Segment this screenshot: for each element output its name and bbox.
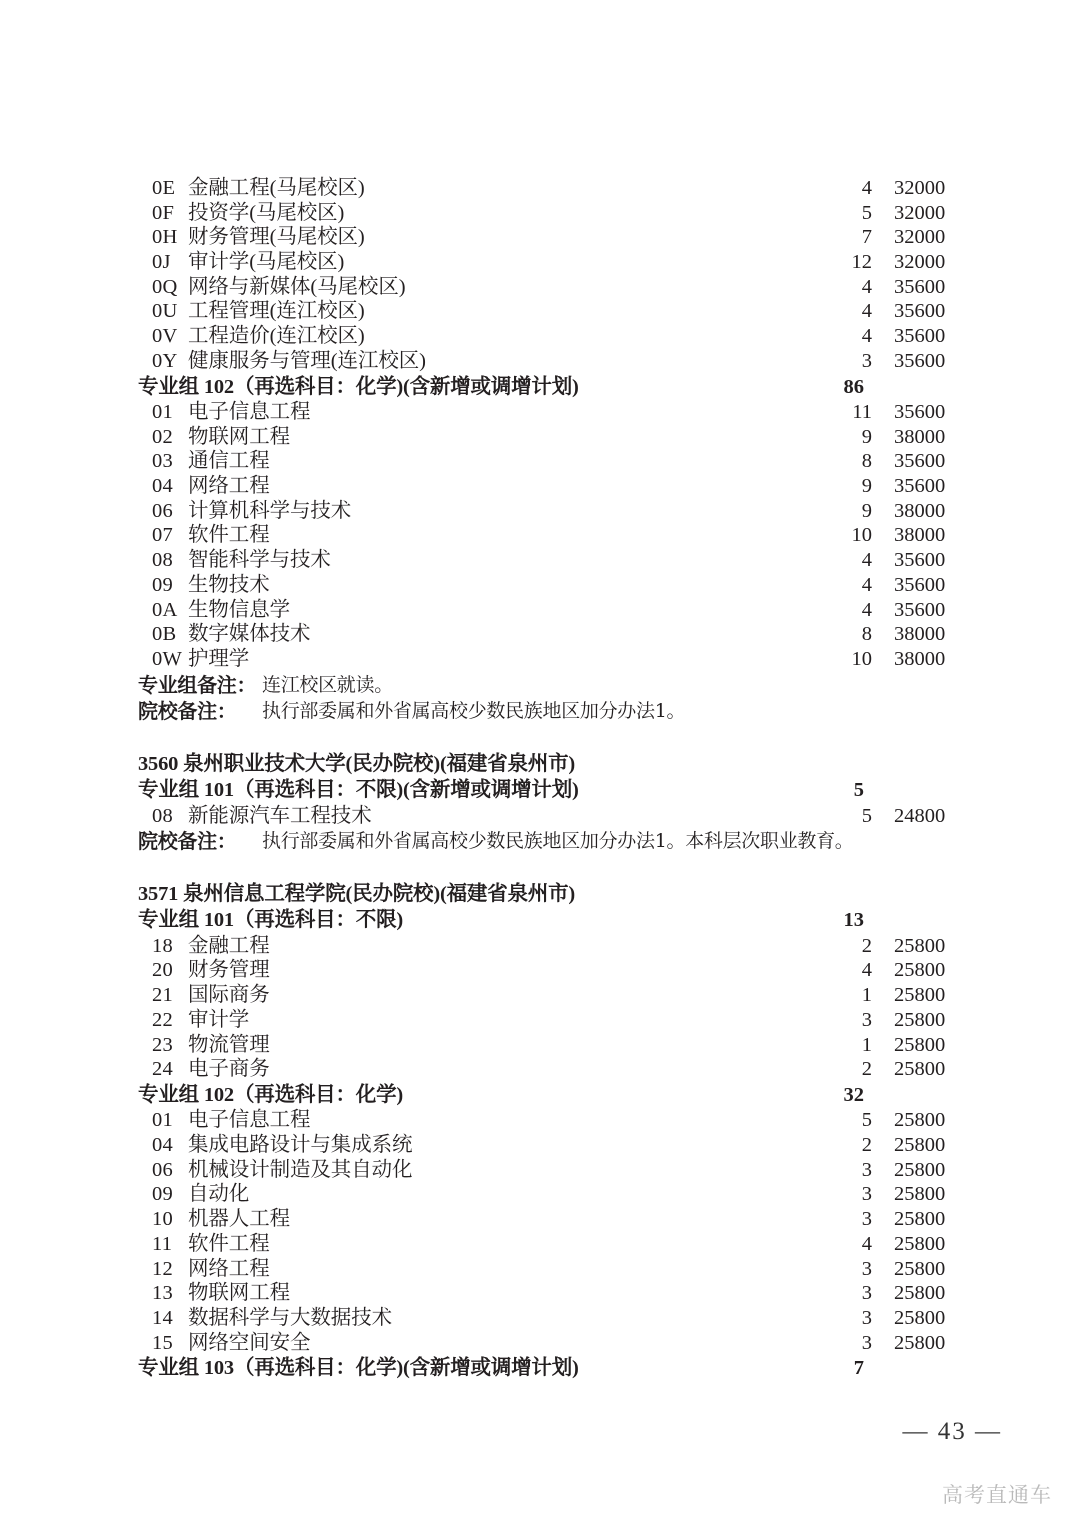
major-group-total: 32: [843, 1083, 864, 1106]
major-tuition-fee: 32000: [894, 251, 946, 274]
major-tuition-fee: 25800: [894, 1033, 946, 1056]
major-code: 0W: [152, 647, 182, 670]
major-tuition-fee: 35600: [894, 450, 946, 473]
major-code: 04: [152, 475, 173, 498]
school-header: [138, 881, 968, 908]
major-plan-count: 4: [861, 275, 872, 298]
major-plan-count: 4: [861, 959, 872, 982]
major-tuition-fee: 25800: [894, 1058, 946, 1081]
major-name: 网络工程: [188, 475, 270, 498]
major-plan-count: 8: [861, 450, 872, 473]
major-tuition-fee: 25800: [894, 1008, 946, 1031]
major-code: 14: [152, 1306, 173, 1329]
major-tuition-fee: 25800: [894, 1134, 946, 1157]
major-plan-count: 5: [861, 1109, 872, 1132]
major-tuition-fee: 25800: [894, 1257, 946, 1280]
major-row: [138, 225, 968, 250]
major-plan-count: 3: [861, 1008, 872, 1031]
major-tuition-fee: 38000: [894, 623, 946, 646]
major-row: [138, 1207, 968, 1232]
section-spacer: [138, 725, 968, 751]
major-plan-count: 9: [861, 425, 872, 448]
major-name: 财务管理: [188, 959, 270, 982]
major-code: 09: [152, 1183, 173, 1206]
major-code: 09: [152, 573, 173, 596]
remark-row: [138, 698, 968, 725]
major-name: 健康服务与管理(连江校区): [188, 349, 426, 372]
major-name: 财务管理(马尾校区): [188, 226, 365, 249]
major-code: 11: [152, 1232, 173, 1255]
major-plan-count: 4: [861, 598, 872, 621]
major-row: [138, 299, 968, 324]
major-name: 工程管理(连江校区): [188, 300, 365, 323]
major-name: 计算机科学与技术: [188, 499, 352, 522]
major-code: 0A: [152, 598, 178, 621]
major-name: 集成电路设计与集成系统: [188, 1134, 413, 1157]
major-tuition-fee: 35600: [894, 275, 946, 298]
major-plan-count: 4: [861, 549, 872, 572]
major-row: [138, 1133, 968, 1158]
major-tuition-fee: 32000: [894, 177, 946, 199]
major-row: [138, 983, 968, 1008]
major-group-header: [138, 1082, 968, 1109]
major-row: [138, 1182, 968, 1207]
remark-text: 执行部委属和外省属高校少数民族地区加分办法1。: [262, 700, 686, 723]
major-tuition-fee: 38000: [894, 499, 946, 522]
major-group-total: 13: [843, 909, 864, 932]
school-name: 3571 泉州信息工程学院(民办院校)(福建省泉州市): [138, 882, 576, 905]
major-plan-count: 7: [861, 226, 872, 249]
major-row: [138, 548, 968, 573]
major-plan-count: 9: [861, 475, 872, 498]
major-row: [138, 176, 968, 201]
major-name: 网络空间安全: [188, 1331, 311, 1354]
major-code: 0V: [152, 325, 178, 348]
major-name: 数据科学与大数据技术: [188, 1306, 392, 1329]
major-plan-count: 5: [861, 201, 872, 224]
major-name: 网络与新媒体(马尾校区): [188, 275, 406, 298]
major-name: 智能科学与技术: [188, 549, 331, 572]
major-row: [138, 622, 968, 647]
major-code: 04: [152, 1134, 173, 1157]
major-tuition-fee: 35600: [894, 573, 946, 596]
major-tuition-fee: 25800: [894, 1232, 946, 1255]
major-plan-count: 9: [861, 499, 872, 522]
major-tuition-fee: 25800: [894, 1208, 946, 1231]
page-number: — 43 —: [902, 1418, 1002, 1445]
major-name: 新能源汽车工程技术: [188, 804, 372, 827]
major-group-header: [138, 907, 968, 934]
major-row: [138, 523, 968, 548]
major-row: [138, 1257, 968, 1282]
major-code: 0Y: [152, 349, 178, 372]
major-plan-count: 1: [861, 984, 872, 1007]
major-name: 金融工程(马尾校区): [188, 177, 365, 199]
major-tuition-fee: 38000: [894, 524, 946, 547]
major-row: [138, 250, 968, 275]
major-tuition-fee: 38000: [894, 425, 946, 448]
major-tuition-fee: 25800: [894, 1183, 946, 1206]
major-row: [138, 1281, 968, 1306]
remark-row: [138, 672, 968, 699]
major-row: [138, 1232, 968, 1257]
major-code: 0E: [152, 177, 176, 199]
major-plan-count: 10: [851, 647, 872, 670]
major-group-label: 专业组 101（再选科目：不限): [138, 909, 404, 932]
major-row: [138, 324, 968, 349]
major-code: 13: [152, 1282, 173, 1305]
major-group-header: [138, 1355, 968, 1382]
major-name: 机器人工程: [188, 1208, 290, 1231]
major-code: 06: [152, 1158, 173, 1181]
major-tuition-fee: 35600: [894, 300, 946, 323]
major-group-label: 专业组 103（再选科目：化学)(含新增或调增计划): [138, 1357, 579, 1380]
major-plan-count: 8: [861, 623, 872, 646]
major-plan-count: 2: [861, 1134, 872, 1157]
major-tuition-fee: 25800: [894, 959, 946, 982]
major-tuition-fee: 24800: [894, 804, 946, 827]
major-tuition-fee: 32000: [894, 201, 946, 224]
major-tuition-fee: 35600: [894, 325, 946, 348]
major-tuition-fee: 25800: [894, 1282, 946, 1305]
major-plan-count: 4: [861, 325, 872, 348]
major-name: 投资学(马尾校区): [188, 201, 345, 224]
major-group-header: [138, 777, 968, 804]
major-tuition-fee: 25800: [894, 934, 946, 957]
major-name: 护理学: [188, 647, 250, 670]
major-tuition-fee: 25800: [894, 1306, 946, 1329]
major-tuition-fee: 32000: [894, 226, 946, 249]
major-code: 23: [152, 1033, 173, 1056]
major-group-label: 专业组 102（再选科目：化学): [138, 1083, 404, 1106]
major-name: 电子信息工程: [188, 401, 311, 423]
major-name: 机械设计制造及其自动化: [188, 1158, 413, 1181]
major-name: 电子信息工程: [188, 1109, 311, 1132]
major-code: 0U: [152, 300, 178, 323]
major-row: [138, 449, 968, 474]
major-row: [138, 1008, 968, 1033]
major-plan-count: 3: [861, 349, 872, 372]
major-row: [138, 425, 968, 450]
major-code: 03: [152, 450, 173, 473]
major-code: 21: [152, 984, 173, 1007]
major-row: [138, 1108, 968, 1133]
major-name: 生物信息学: [188, 598, 290, 621]
major-code: 01: [152, 1109, 173, 1132]
major-group-total: 5: [853, 779, 864, 802]
major-row: [138, 499, 968, 524]
major-tuition-fee: 35600: [894, 475, 946, 498]
major-name: 生物技术: [188, 573, 270, 596]
major-code: 0J: [152, 251, 171, 274]
section-spacer: [138, 855, 968, 881]
major-plan-count: 1: [861, 1033, 872, 1056]
major-row: [138, 201, 968, 226]
major-code: 01: [152, 401, 173, 423]
major-plan-count: 10: [851, 524, 872, 547]
major-plan-count: 2: [861, 934, 872, 957]
major-name: 物联网工程: [188, 1282, 290, 1305]
school-header: [138, 751, 968, 778]
major-tuition-fee: 35600: [894, 401, 946, 423]
major-tuition-fee: 35600: [894, 349, 946, 372]
major-code: 07: [152, 524, 173, 547]
major-plan-count: 4: [861, 177, 872, 199]
major-row: [138, 1331, 968, 1356]
major-row: [138, 1057, 968, 1082]
major-tuition-fee: 38000: [894, 647, 946, 670]
major-group-label: 专业组 101（再选科目：不限)(含新增或调增计划): [138, 779, 579, 802]
major-code: 24: [152, 1058, 173, 1081]
major-tuition-fee: 35600: [894, 598, 946, 621]
major-row: [138, 598, 968, 623]
major-name: 数字媒体技术: [188, 623, 311, 646]
major-plan-count: 3: [861, 1257, 872, 1280]
major-name: 通信工程: [188, 450, 270, 473]
major-tuition-fee: 25800: [894, 1331, 946, 1354]
major-plan-count: 3: [861, 1208, 872, 1231]
major-tuition-fee: 25800: [894, 1109, 946, 1132]
admission-plan-listing: [138, 176, 968, 1382]
major-code: 0B: [152, 623, 177, 646]
major-name: 国际商务: [188, 984, 270, 1007]
major-row: [138, 934, 968, 959]
major-plan-count: 3: [861, 1183, 872, 1206]
major-code: 0F: [152, 201, 175, 224]
major-plan-count: 3: [861, 1306, 872, 1329]
remark-row: [138, 828, 968, 855]
major-name: 审计学: [188, 1008, 250, 1031]
major-code: 12: [152, 1257, 173, 1280]
remark-text: 执行部委属和外省属高校少数民族地区加分办法1。本科层次职业教育。: [262, 830, 854, 853]
major-plan-count: 2: [861, 1058, 872, 1081]
major-row: [138, 349, 968, 374]
major-name: 电子商务: [188, 1058, 270, 1081]
major-code: 18: [152, 934, 173, 957]
major-group-total: 7: [853, 1357, 864, 1380]
remark-label: 院校备注：: [138, 699, 237, 724]
major-plan-count: 3: [861, 1282, 872, 1305]
major-code: 02: [152, 425, 173, 448]
major-row: [138, 1306, 968, 1331]
major-plan-count: 3: [861, 1331, 872, 1354]
major-name: 软件工程: [188, 1232, 270, 1255]
major-plan-count: 4: [861, 300, 872, 323]
major-plan-count: 4: [861, 573, 872, 596]
major-code: 0Q: [152, 275, 178, 298]
major-plan-count: 11: [852, 401, 872, 423]
major-name: 物流管理: [188, 1033, 270, 1056]
major-name: 物联网工程: [188, 425, 290, 448]
major-code: 08: [152, 549, 173, 572]
major-name: 自动化: [188, 1183, 250, 1206]
major-plan-count: 3: [861, 1158, 872, 1181]
major-row: [138, 647, 968, 672]
major-row: [138, 804, 968, 829]
major-name: 软件工程: [188, 524, 270, 547]
school-name: 3560 泉州职业技术大学(民办院校)(福建省泉州市): [138, 752, 576, 775]
major-group-label: 专业组 102（再选科目：化学)(含新增或调增计划): [138, 375, 579, 398]
major-row: [138, 1158, 968, 1183]
major-name: 审计学(马尾校区): [188, 251, 345, 274]
major-plan-count: 5: [861, 804, 872, 827]
major-code: 08: [152, 804, 173, 827]
major-row: [138, 474, 968, 499]
major-row: [138, 573, 968, 598]
major-code: 10: [152, 1208, 173, 1231]
major-group-header: [138, 374, 968, 401]
major-name: 工程造价(连江校区): [188, 325, 365, 348]
major-plan-count: 12: [851, 251, 872, 274]
major-code: 0H: [152, 226, 178, 249]
major-code: 20: [152, 959, 173, 982]
major-row: [138, 400, 968, 425]
major-group-total: 86: [843, 375, 864, 398]
remark-label: 专业组备注：: [138, 672, 257, 697]
major-code: 22: [152, 1008, 173, 1031]
major-name: 网络工程: [188, 1257, 270, 1280]
major-row: [138, 958, 968, 983]
major-tuition-fee: 25800: [894, 984, 946, 1007]
major-code: 06: [152, 499, 173, 522]
watermark: 高考直通车: [942, 1483, 1052, 1507]
remark-label: 院校备注：: [138, 829, 237, 854]
major-row: [138, 1033, 968, 1058]
major-name: 金融工程: [188, 934, 270, 957]
major-plan-count: 4: [861, 1232, 872, 1255]
major-tuition-fee: 25800: [894, 1158, 946, 1181]
major-code: 15: [152, 1331, 173, 1354]
major-tuition-fee: 35600: [894, 549, 946, 572]
remark-text: 连江校区就读。: [262, 673, 393, 696]
major-row: [138, 275, 968, 300]
